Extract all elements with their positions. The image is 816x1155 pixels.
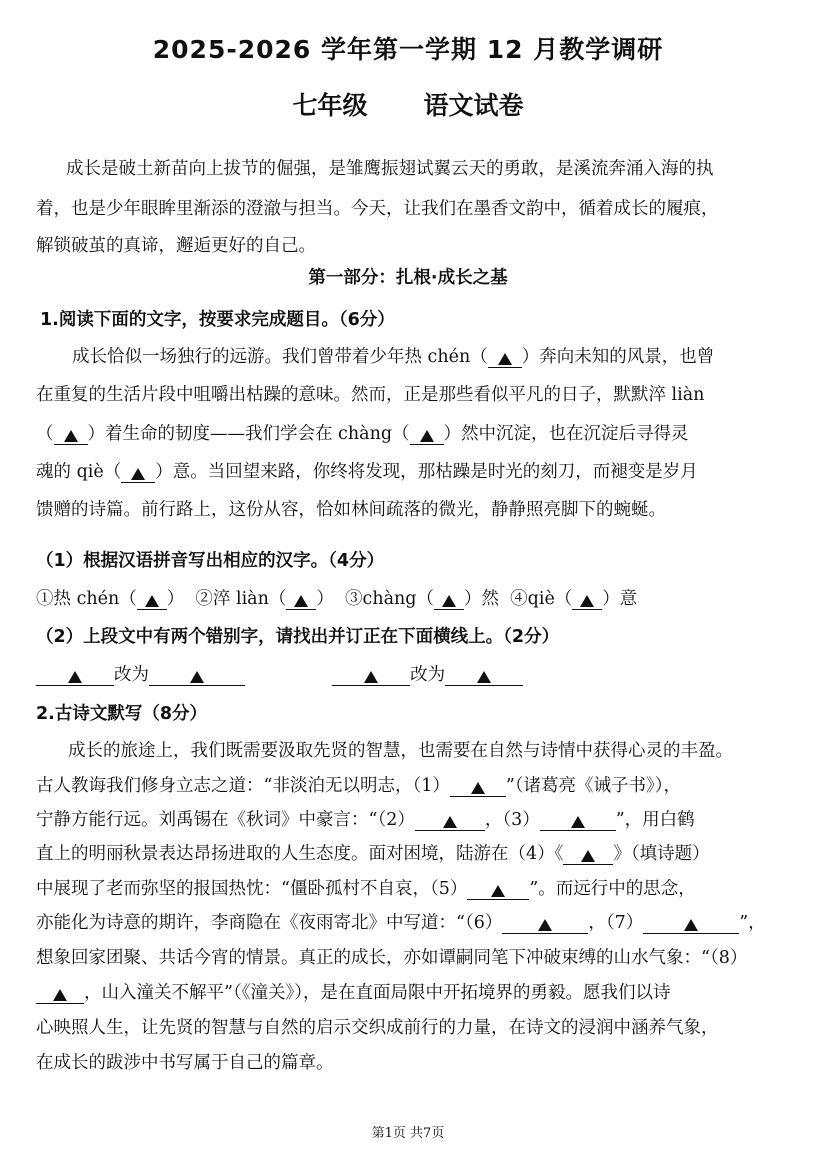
answer-blank[interactable]	[434, 591, 464, 610]
triangle-icon	[145, 595, 159, 607]
passage-line: 古人教诲我们修身立志之道：“非淡泊无以明志，（1） ”（诸葛亮《诫子书》），	[36, 776, 682, 796]
triangle-icon	[64, 430, 78, 442]
triangle-icon	[53, 989, 67, 1001]
triangle-icon	[294, 595, 308, 607]
answer-blank[interactable]	[450, 778, 506, 797]
triangle-icon	[477, 671, 491, 683]
answer-blank[interactable]	[563, 846, 613, 865]
passage-line: 心映照人生，让先贤的智慧与自然的启示交织成前行的力量，在诗文的浸润中涵养气象，	[36, 1018, 719, 1038]
page-number: 第1页 共7页	[371, 1126, 445, 1141]
passage-line: 亦能化为诗意的期许，李商隐在《夜雨寄北》中写道：“（6） ，（7） ”，	[36, 913, 766, 933]
passage-line: 直上的明丽秋景表达昂扬进取的人生态度。面对困境，陆游在（4）《 》（填诗题）	[36, 844, 710, 864]
passage-line: 成长的旅途上，我们既需要汲取先贤的智慧，也需要在自然与诗情中获得心灵的丰盈。	[68, 741, 733, 761]
triangle-icon	[420, 430, 434, 442]
subject-label: 语文试卷	[423, 91, 524, 120]
passage-line: 馈赠的诗篇。前行路上，这份从容，恰如林间疏落的微光，静静照亮脚下的蜿蜒。	[36, 500, 666, 520]
q1-heading: 1.阅读下面的文字，按要求完成题目。（6分）	[40, 310, 395, 330]
passage-line: （ ）着生命的韧度——我们学会在 chàng（ ）然中沉淀，也在沉淀后寻得灵	[36, 424, 689, 444]
answer-blank[interactable]	[137, 591, 167, 610]
answer-blank[interactable]	[332, 667, 410, 686]
passage-line: ，山入潼关不解平”（《潼关》），是在直面局限中开拓境界的勇毅。愿我们以诗	[36, 979, 786, 1004]
exam-subtitle	[0, 86, 816, 122]
triangle-icon	[443, 816, 457, 828]
passage-line: 宁静方能行远。刘禹锡在《秋词》中豪言：“（2） ，（3） ”，用白鹤	[36, 810, 695, 830]
answer-blank[interactable]	[36, 985, 84, 1004]
grade-label: 七年级	[292, 91, 368, 120]
triangle-icon	[538, 919, 552, 931]
passage-line: 在成长的跋涉中书写属于自己的篇章。	[36, 1053, 334, 1073]
answer-blank[interactable]	[410, 426, 444, 445]
triangle-icon	[471, 782, 485, 794]
triangle-icon	[580, 595, 594, 607]
passage-line: 想象回家团聚、共话今宵的情景。真正的成长，亦如谭嗣同笔下冲破束缚的山水气象：“（8）	[36, 948, 748, 968]
answer-blank[interactable]	[54, 426, 88, 445]
triangle-icon	[190, 671, 204, 683]
answer-blank[interactable]	[415, 812, 485, 831]
answer-blank[interactable]	[540, 812, 616, 831]
answer-blank[interactable]	[445, 667, 523, 686]
intro-line: 解锁破茧的真谛，邂逅更好的自己。	[36, 236, 316, 256]
triangle-icon	[442, 595, 456, 607]
answer-blank[interactable]	[502, 915, 588, 934]
answer-blank[interactable]	[643, 915, 739, 934]
triangle-icon	[571, 816, 585, 828]
passage-line: 在重复的生活片段中咀嚼出枯躁的意味。然而，正是那些看似平凡的日子，默默淬 liàn	[36, 385, 705, 405]
q1-sub1-heading: （1）根据汉语拼音写出相应的汉字。（4分）	[36, 551, 385, 571]
triangle-icon	[581, 850, 595, 862]
q1-sub2-heading: （2）上段文中有两个错别字，请找出并订正在下面横线上。（2分）	[36, 627, 560, 647]
q1-sub2-answers: 改为 改为	[36, 661, 786, 686]
answer-blank[interactable]	[286, 591, 316, 610]
answer-blank[interactable]	[488, 349, 522, 368]
passage-line: 魂的 qiè（ ）意。当回望来路，你终将发现，那枯躁是时光的刻刀，而褪变是岁月	[36, 462, 698, 482]
answer-blank[interactable]	[572, 591, 602, 610]
passage-line: 成长恰似一场独行的远游。我们曾带着少年热 chén（ ）奔向未知的风景，也曾	[72, 347, 715, 367]
intro-line: 着，也是少年眼眸里渐添的澄澈与担当。今天，让我们在墨香文韵中，循着成长的履痕，	[36, 199, 719, 219]
q2-heading: 2.古诗文默写（8分）	[36, 704, 208, 724]
triangle-icon	[131, 468, 145, 480]
part1-heading: 第一部分：扎根·成长之基	[308, 268, 508, 288]
triangle-icon	[498, 353, 512, 365]
passage-line: 中展现了老而弥坚的报国热忱：“僵卧孤村不自哀，（5） ”。而远行中的思念，	[36, 879, 696, 899]
answer-blank[interactable]	[36, 667, 114, 686]
triangle-icon	[364, 671, 378, 683]
q1-sub1-answers: ①热 chén（ ） ②淬 liàn（ ） ③chàng（ ）然 ④qiè（ ）意	[36, 589, 638, 609]
answer-blank[interactable]	[121, 464, 155, 483]
exam-title: 2025-2026 学年第一学期 12 月教学调研	[152, 35, 664, 64]
answer-blank[interactable]	[149, 667, 245, 686]
triangle-icon	[491, 885, 505, 897]
triangle-icon	[68, 671, 82, 683]
answer-blank[interactable]	[467, 881, 529, 900]
intro-line: 成长是破土新苗向上拔节的倔强，是雏鹰振翅试翼云天的勇敢，是溪流奔涌入海的执	[66, 159, 714, 179]
triangle-icon	[684, 919, 698, 931]
